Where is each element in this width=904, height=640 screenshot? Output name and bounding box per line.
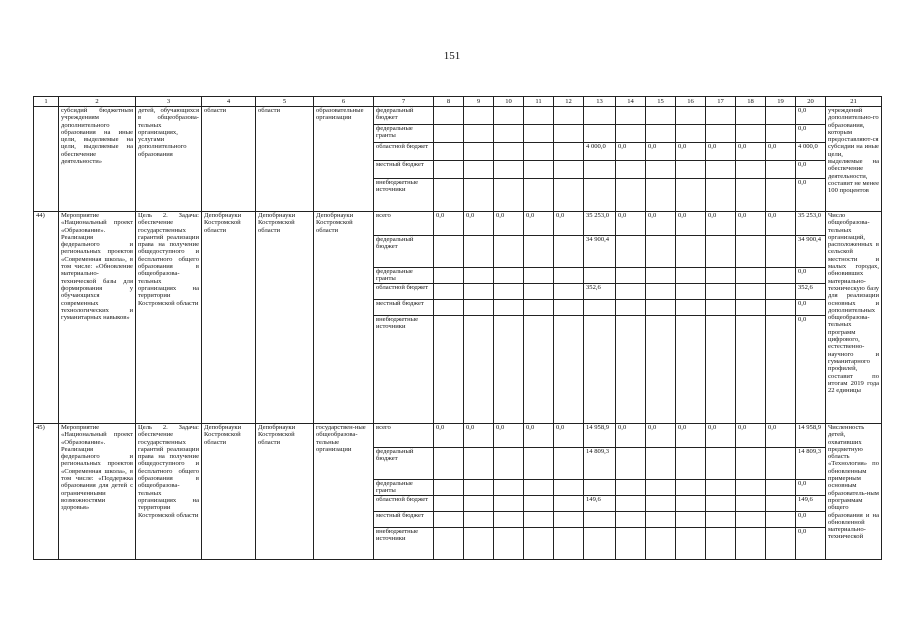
responsible-executor-cell: области	[202, 107, 256, 212]
amount-cell: 0,0	[796, 512, 826, 528]
amount-cell	[676, 496, 706, 512]
amount-cell	[676, 316, 706, 424]
amount-cell	[584, 125, 616, 143]
amount-cell	[646, 179, 676, 212]
amount-cell	[676, 448, 706, 480]
amount-cell	[494, 300, 524, 316]
amount-cell	[646, 284, 676, 300]
amount-cell	[464, 236, 494, 268]
amount-cell	[616, 284, 646, 300]
amount-cell	[464, 179, 494, 212]
table-row	[34, 107, 882, 125]
funding-source-cell: местный бюджет	[374, 300, 434, 316]
amount-cell	[434, 179, 464, 212]
amount-cell	[736, 528, 766, 560]
amount-cell	[676, 125, 706, 143]
amount-cell: 0,0	[676, 212, 706, 236]
amount-cell	[584, 179, 616, 212]
funding-source-cell: внебюджетные источники	[374, 528, 434, 560]
column-header: 17	[706, 97, 736, 107]
amount-cell	[646, 125, 676, 143]
amount-cell	[524, 107, 554, 125]
amount-cell	[706, 528, 736, 560]
amount-cell	[646, 107, 676, 125]
amount-cell	[676, 179, 706, 212]
amount-cell	[676, 107, 706, 125]
column-header: 19	[766, 97, 796, 107]
amount-cell: 0,0	[796, 528, 826, 560]
amount-cell	[434, 300, 464, 316]
column-header: 8	[434, 97, 464, 107]
amount-cell: 0,0	[736, 143, 766, 161]
amount-cell	[494, 496, 524, 512]
amount-cell	[616, 448, 646, 480]
column-header: 5	[256, 97, 314, 107]
amount-cell: 0,0	[796, 125, 826, 143]
amount-cell	[706, 161, 736, 179]
amount-cell	[676, 512, 706, 528]
amount-cell: 35 253,0	[796, 212, 826, 236]
column-header: 11	[524, 97, 554, 107]
column-header: 1	[34, 97, 59, 107]
amount-cell	[464, 161, 494, 179]
amount-cell: 0,0	[554, 212, 584, 236]
column-header: 7	[374, 97, 434, 107]
amount-cell	[464, 125, 494, 143]
amount-cell: 0,0	[796, 316, 826, 424]
funding-source-cell: федеральный бюджет	[374, 448, 434, 480]
amount-cell: 0,0	[736, 424, 766, 448]
column-header: 12	[554, 97, 584, 107]
amount-cell	[464, 107, 494, 125]
amount-cell	[584, 300, 616, 316]
amount-cell	[736, 268, 766, 284]
funding-source-cell: федеральный бюджет	[374, 236, 434, 268]
amount-cell: 0,0	[766, 212, 796, 236]
amount-cell: 14 958,9	[796, 424, 826, 448]
amount-cell	[584, 161, 616, 179]
amount-cell	[494, 143, 524, 161]
amount-cell	[706, 300, 736, 316]
amount-cell	[616, 512, 646, 528]
amount-cell: 14 809,3	[584, 448, 616, 480]
amount-cell	[646, 480, 676, 496]
amount-cell	[434, 284, 464, 300]
amount-cell	[554, 125, 584, 143]
amount-cell	[646, 236, 676, 268]
funding-source-cell: местный бюджет	[374, 161, 434, 179]
amount-cell	[434, 268, 464, 284]
funding-source-cell: федеральный бюджет	[374, 107, 434, 125]
amount-cell	[706, 448, 736, 480]
amount-cell: 0,0	[646, 424, 676, 448]
amount-cell	[706, 236, 736, 268]
amount-cell	[676, 480, 706, 496]
funding-source-cell: федеральные гранты	[374, 480, 434, 496]
amount-cell	[736, 480, 766, 496]
amount-cell	[766, 284, 796, 300]
funding-source-cell: областной бюджет	[374, 284, 434, 300]
amount-cell	[766, 161, 796, 179]
amount-cell	[524, 125, 554, 143]
participant-cell: Депобрнауки Костромской области	[314, 212, 374, 424]
amount-cell	[554, 284, 584, 300]
column-header: 18	[736, 97, 766, 107]
column-header: 9	[464, 97, 494, 107]
amount-cell	[766, 107, 796, 125]
amount-cell	[434, 512, 464, 528]
amount-cell	[584, 528, 616, 560]
amount-cell	[766, 316, 796, 424]
amount-cell	[554, 512, 584, 528]
amount-cell	[584, 316, 616, 424]
amount-cell	[554, 300, 584, 316]
amount-cell: 0,0	[616, 212, 646, 236]
amount-cell	[646, 268, 676, 284]
amount-cell	[706, 480, 736, 496]
column-header: 20	[796, 97, 826, 107]
amount-cell	[584, 107, 616, 125]
participant-cell: образовательные организации	[314, 107, 374, 212]
amount-cell: 0,0	[706, 212, 736, 236]
column-header: 4	[202, 97, 256, 107]
amount-cell	[676, 161, 706, 179]
amount-cell	[464, 528, 494, 560]
amount-cell	[676, 236, 706, 268]
amount-cell	[766, 512, 796, 528]
amount-cell	[494, 528, 524, 560]
amount-cell: 4 000,0	[584, 143, 616, 161]
amount-cell	[434, 236, 464, 268]
amount-cell	[524, 300, 554, 316]
amount-cell	[646, 300, 676, 316]
amount-cell	[464, 496, 494, 512]
amount-cell	[736, 300, 766, 316]
amount-cell: 0,0	[646, 212, 676, 236]
amount-cell: 0,0	[796, 107, 826, 125]
amount-cell	[494, 480, 524, 496]
amount-cell	[464, 143, 494, 161]
row-number-cell: 44)	[34, 212, 59, 424]
amount-cell	[616, 300, 646, 316]
amount-cell: 0,0	[796, 161, 826, 179]
measure-name-cell: Мероприятие «Национальный проект «Образование». Реализация федерального и региональных проектов «Современная школа», в том числе: «Обновление материально-технической базы для формирования у обучающихся современных технологических и гуманитарных навыков»	[59, 212, 136, 424]
amount-cell	[554, 161, 584, 179]
amount-cell	[434, 448, 464, 480]
funding-source-cell: областной бюджет	[374, 143, 434, 161]
amount-cell: 0,0	[554, 424, 584, 448]
indicator-cell: учреждений дополнительно-го образования, которым предоставляют-ся субсидии на иные цели, выделяемые на обеспечение деятельности, составит не менее 100 процентов	[826, 107, 882, 212]
amount-cell: 0,0	[796, 480, 826, 496]
amount-cell	[766, 236, 796, 268]
amount-cell	[464, 448, 494, 480]
amount-cell	[464, 512, 494, 528]
column-header: 3	[136, 97, 202, 107]
funding-source-cell: внебюджетные источники	[374, 179, 434, 212]
goal-task-cell: Цель 2. Задача: обеспечение государственных гарантий реализации права на получение общедоступного и бесплатного общего образования в общеобразова-тельных организациях на территории Костромской области	[136, 424, 202, 560]
amount-cell	[616, 316, 646, 424]
amount-cell	[524, 284, 554, 300]
goal-task-cell: детей, обучающихся в общеобразова-тельных организациях, услугами дополнительного образования	[136, 107, 202, 212]
amount-cell	[554, 268, 584, 284]
measure-name-cell: субсидий бюджетным учреждениям дополнительного образования на иные цели, выделяемые на цели, выделяемые на обеспечение деятельности»	[59, 107, 136, 212]
indicator-cell: Численность детей, охвативших предметную область «Технология» по обновленным примерным основным образователь-ным программам общего образования и на обновленной материально-технической	[826, 424, 882, 560]
amount-cell: 4 000,0	[796, 143, 826, 161]
amount-cell	[434, 480, 464, 496]
amount-cell: 35 253,0	[584, 212, 616, 236]
amount-cell: 352,6	[584, 284, 616, 300]
amount-cell	[646, 316, 676, 424]
amount-cell: 149,6	[796, 496, 826, 512]
amount-cell	[646, 161, 676, 179]
amount-cell	[676, 268, 706, 284]
amount-cell	[524, 528, 554, 560]
amount-cell	[766, 480, 796, 496]
amount-cell: 0,0	[736, 212, 766, 236]
amount-cell	[524, 236, 554, 268]
amount-cell	[494, 161, 524, 179]
column-header: 14	[616, 97, 646, 107]
amount-cell	[554, 496, 584, 512]
amount-cell	[706, 284, 736, 300]
funding-source-cell: областной бюджет	[374, 496, 434, 512]
amount-cell: 0,0	[434, 424, 464, 448]
amount-cell	[706, 179, 736, 212]
amount-cell	[676, 284, 706, 300]
amount-cell	[434, 161, 464, 179]
amount-cell	[646, 528, 676, 560]
amount-cell	[736, 125, 766, 143]
amount-cell	[494, 179, 524, 212]
amount-cell: 0,0	[796, 300, 826, 316]
amount-cell	[676, 300, 706, 316]
amount-cell: 0,0	[494, 212, 524, 236]
column-header: 10	[494, 97, 524, 107]
funding-source-cell: всего	[374, 212, 434, 236]
amount-cell	[434, 528, 464, 560]
amount-cell	[616, 268, 646, 284]
amount-cell	[616, 107, 646, 125]
amount-cell	[736, 512, 766, 528]
amount-cell: 0,0	[616, 424, 646, 448]
amount-cell	[736, 107, 766, 125]
amount-cell	[736, 448, 766, 480]
measure-name-cell: Мероприятие «Национальный проект «Образование». Реализация федерального и региональных проектов «Современная школа», в том числе: «Поддержка образования для детей с ограниченными возможностями здоровья»	[59, 424, 136, 560]
amount-cell	[494, 448, 524, 480]
amount-cell	[554, 448, 584, 480]
amount-cell	[524, 143, 554, 161]
amount-cell	[434, 316, 464, 424]
amount-cell	[766, 179, 796, 212]
amount-cell	[706, 125, 736, 143]
amount-cell	[524, 512, 554, 528]
column-header: 13	[584, 97, 616, 107]
amount-cell	[616, 179, 646, 212]
amount-cell: 0,0	[706, 143, 736, 161]
amount-cell	[464, 300, 494, 316]
amount-cell	[584, 512, 616, 528]
amount-cell: 0,0	[524, 424, 554, 448]
amount-cell	[646, 496, 676, 512]
amount-cell: 0,0	[796, 268, 826, 284]
amount-cell	[736, 284, 766, 300]
column-header: 16	[676, 97, 706, 107]
amount-cell: 0,0	[766, 424, 796, 448]
column-header: 6	[314, 97, 374, 107]
amount-cell: 0,0	[464, 212, 494, 236]
table-row	[34, 424, 882, 448]
amount-cell	[736, 236, 766, 268]
amount-cell	[494, 284, 524, 300]
amount-cell	[464, 316, 494, 424]
amount-cell	[524, 268, 554, 284]
amount-cell	[554, 236, 584, 268]
amount-cell	[766, 268, 796, 284]
amount-cell: 14 958,9	[584, 424, 616, 448]
amount-cell: 0,0	[646, 143, 676, 161]
amount-cell	[736, 496, 766, 512]
amount-cell	[494, 316, 524, 424]
coexecutor-cell: области	[256, 107, 314, 212]
amount-cell	[646, 512, 676, 528]
amount-cell: 0,0	[494, 424, 524, 448]
amount-cell	[766, 300, 796, 316]
amount-cell	[434, 143, 464, 161]
responsible-executor-cell: Депобрнауки Костромской области	[202, 212, 256, 424]
amount-cell: 352,6	[796, 284, 826, 300]
amount-cell	[494, 512, 524, 528]
amount-cell	[616, 528, 646, 560]
amount-cell	[494, 107, 524, 125]
amount-cell	[706, 512, 736, 528]
amount-cell	[524, 316, 554, 424]
amount-cell	[524, 496, 554, 512]
column-header: 15	[646, 97, 676, 107]
amount-cell	[766, 125, 796, 143]
header-row	[34, 97, 882, 107]
indicator-cell: Число общеобразова-тельных организаций, расположенных в сельской местности и малых городах, обновивших материально-техническую базу для реализации основных и дополнительных общеобразова-тельных программ цифрового, естественно-научного и гуманитарного профилей, составит по итогам 2019 года 22 единицы	[826, 212, 882, 424]
amount-cell	[584, 480, 616, 496]
amount-cell	[706, 496, 736, 512]
row-number-cell	[34, 107, 59, 212]
amount-cell	[434, 107, 464, 125]
responsible-executor-cell: Депобрнауки Костромской области	[202, 424, 256, 560]
amount-cell: 0,0	[524, 212, 554, 236]
funding-source-cell: внебюджетные источники	[374, 316, 434, 424]
amount-cell: 0,0	[706, 424, 736, 448]
amount-cell: 0,0	[616, 143, 646, 161]
page-number: 151	[443, 50, 461, 62]
row-number-cell: 45)	[34, 424, 59, 560]
amount-cell	[494, 236, 524, 268]
amount-cell	[676, 528, 706, 560]
amount-cell: 34 900,4	[796, 236, 826, 268]
amount-cell	[554, 316, 584, 424]
amount-cell	[616, 161, 646, 179]
amount-cell	[554, 107, 584, 125]
amount-cell: 0,0	[676, 424, 706, 448]
amount-cell	[524, 179, 554, 212]
column-header: 21	[826, 97, 882, 107]
coexecutor-cell: Депобрнауки Костромской области	[256, 212, 314, 424]
amount-cell	[434, 496, 464, 512]
coexecutor-cell: Депобрнауки Костромской области	[256, 424, 314, 560]
amount-cell: 0,0	[434, 212, 464, 236]
amount-cell: 0,0	[766, 143, 796, 161]
amount-cell	[554, 179, 584, 212]
amount-cell: 0,0	[796, 179, 826, 212]
amount-cell	[524, 448, 554, 480]
column-header: 2	[59, 97, 136, 107]
amount-cell	[616, 480, 646, 496]
amount-cell: 34 900,4	[584, 236, 616, 268]
amount-cell	[464, 268, 494, 284]
amount-cell	[616, 125, 646, 143]
funding-source-cell: федеральные гранты	[374, 268, 434, 284]
amount-cell	[736, 179, 766, 212]
amount-cell	[736, 316, 766, 424]
amount-cell: 0,0	[464, 424, 494, 448]
amount-cell: 149,6	[584, 496, 616, 512]
amount-cell	[494, 268, 524, 284]
amount-cell	[434, 125, 464, 143]
funding-source-cell: местный бюджет	[374, 512, 434, 528]
budget-table	[33, 96, 882, 560]
amount-cell	[616, 496, 646, 512]
amount-cell	[766, 448, 796, 480]
amount-cell	[524, 480, 554, 496]
amount-cell	[494, 125, 524, 143]
amount-cell	[554, 143, 584, 161]
amount-cell	[584, 268, 616, 284]
amount-cell	[646, 448, 676, 480]
amount-cell	[464, 284, 494, 300]
funding-source-cell: федеральные гранты	[374, 125, 434, 143]
amount-cell	[706, 316, 736, 424]
amount-cell	[554, 480, 584, 496]
amount-cell	[766, 528, 796, 560]
amount-cell	[464, 480, 494, 496]
amount-cell: 0,0	[676, 143, 706, 161]
participant-cell: государствен-ные общеобразова-тельные организации	[314, 424, 374, 560]
funding-source-cell: всего	[374, 424, 434, 448]
amount-cell: 14 809,3	[796, 448, 826, 480]
amount-cell	[766, 496, 796, 512]
amount-cell	[706, 268, 736, 284]
goal-task-cell: Цель 2. Задача: обеспечение государственных гарантий реализации права на получение общедоступного и бесплатного общего образования в общеобразова-тельных организациях на территории Костромской области	[136, 212, 202, 424]
table-row	[34, 212, 882, 236]
amount-cell	[706, 107, 736, 125]
amount-cell	[736, 161, 766, 179]
amount-cell	[616, 236, 646, 268]
amount-cell	[524, 161, 554, 179]
amount-cell	[554, 528, 584, 560]
